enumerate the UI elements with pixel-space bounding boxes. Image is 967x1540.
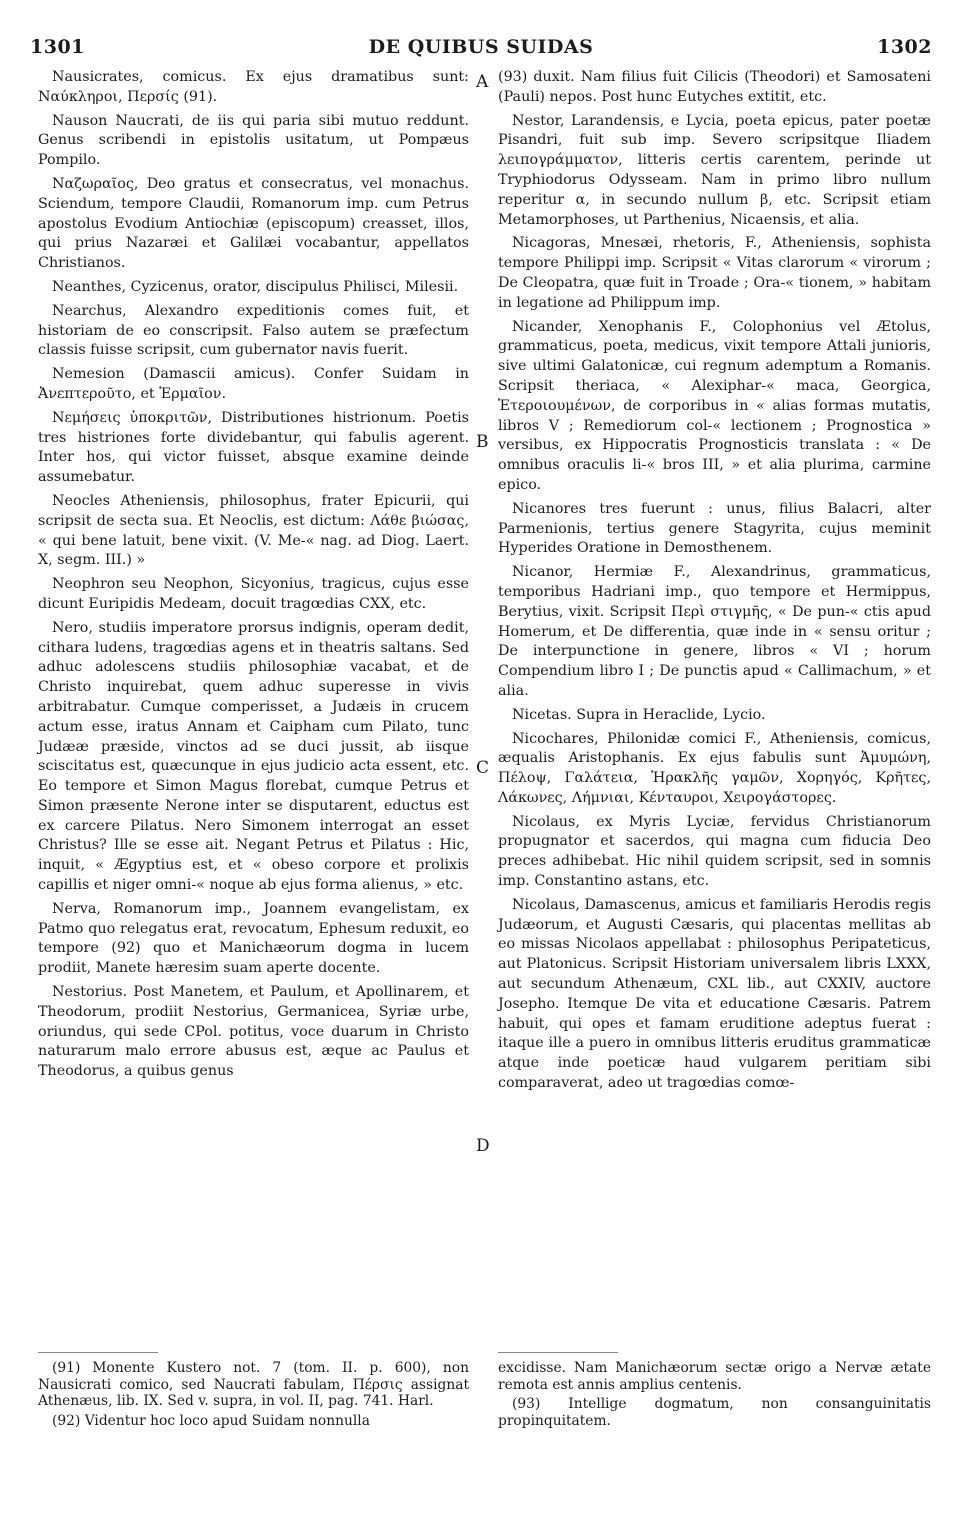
entry-paragraph: Nicetas. Supra in Heraclide, Lycio.: [512, 706, 766, 723]
footnote-divider-right: [498, 1352, 618, 1353]
section-marker-d: D: [476, 1136, 490, 1156]
footnote: (91) Monente Kustero not. 7 (tom. II. p. 600), non Nausicrati comico, sed Naucrati fabulam, Πέρσις assignat Athenæus, lib. IX. Sed v. supra, in vol. II, pag. 741. Harl.: [38, 1360, 469, 1409]
entry-paragraph: Nicander, Xenophanis F., Colophonius vel Ætolus, grammaticus, poeta, medicus, vixit tempore Attali junioris, sive ultimi Galatonicæ, cui regnum ademptum a Romanis. Scripsit theriaca, « Alexiphar-« maca, Georgica, Ἑτεροιουμένων, de corporibus in « alias formas mutatis, libros V ; Remediorum col-« lectionem ; Prognostica » versibus, ex Hippocratis Prognosticis translata : « De omnibus oraculis li-« bros III, » et alia plurima, carmine epico.: [498, 318, 931, 493]
page-number-left: 1301: [30, 36, 85, 58]
entry-paragraph: Nestorius. Post Manetem, et Paulum, et Apollinarem, et Theodorum, prodiit Nestorius, Germanicea, Syriæ urbe, oriundus, qui sede CPol. potitus, voce duarum in Christo naturarum malo errore abusus est, æque ac Paulus et Theodorus, a quibus genus: [38, 984, 469, 1080]
entry-paragraph: Nero, studiis imperatore prorsus indignis, operam dedit, cithara ludens, tragœdias agens et in theatris saltans. Sed adhuc adolescens studiis philosophiæ vacabat, et de Christo inquirebat, quem adhuc superesse in vivis arbitrabatur. Cumque comperisset, a Judæis in crucem actum esse, iratus Annam et Caipham cum Pilato, tunc Judææ præside, vinctos ad se duci jussit, ab iisque sciscitatus est, quæcunque in ejus judicio acta essent, etc. Eo tempore et Simon Magus florebat, cumque Petrus et Simon præsente Nerone inter se disputarent, eductus est ex carcere Pilatus. Nero Simonem interrogat an esset Christus? Ille se esse ait. Negant Petrus et Pilatus : Hic, inquit, « Ægyptius est, et « obeso corpore et prolixis capillis et niger omni-« noque ab ejus forma alienus, » etc.: [38, 619, 469, 894]
entry-paragraph: Nicochares, Philonidæ comici F., Atheniensis, comicus, æqualis Aristophanis. Ex ejus fabulis sunt Ἀμυμώνη, Πέλοψ, Γαλάτεια, Ἡρακλῆς γαμῶν, Χορηγός, Κρῆτες, Λάκωνες, Λήμνιαι, Κένταυροι, Χειρογάστορες.: [498, 730, 931, 806]
entry-paragraph: Nicolaus, Damascenus, amicus et familiaris Herodis regis Judæorum, et Augusti Cæsaris, qui placentas mellitas ab eo missas Nicolaos appellabat : philosophus Peripateticus, aut Platonicus. Scripsit Historiam universalem libris LXXX, aut secundum Athenæum, CXL lib., aut CXXIV, auctore Josepho. Itemque De vita et educatione Cæsaris. Patrem habuit, qui opes et famam eruditione adeptus fuerat : itaque ille a puero in omnibus litteris eruditus grammaticæ atque inde poeticæ haud vulgarem peritiam sibi comparaverat, adeo ut tragœdias comœ-: [498, 896, 931, 1092]
entry-paragraph: Nearchus, Alexandro expeditionis comes fuit, et historiam de eo conscripsit. Falso autem se præfectum classis fuisse scripsit, cum gubernator navis fuerit.: [38, 302, 469, 359]
entry-paragraph: Neocles Atheniensis, philosophus, frater Epicurii, qui scripsit de secta sua. Et Neoclis, est dictum: Λάθε βιώσας, « qui bene latuit, bene vixit. (V. Me-« nag. ad Diog. Laert. X, segm. III.) »: [38, 492, 469, 569]
entry-paragraph: Nauson Naucrati, de iis qui paria sibi mutuo reddunt. Genus scribendi in epistolis usitatum, ut Pompæus Pompilo.: [38, 112, 469, 169]
entry-paragraph: Νεμήσεις ὑποκριτῶν, Distributiones histrionum. Poetis tres histriones forte dividebantur, qui fabulis agerent. Inter hos, qui victor fuisset, absque examine deinde assumebatur.: [38, 409, 469, 486]
entry-paragraph: Nicolaus, ex Myris Lyciæ, fervidus Christianorum propugnator et sacerdos, qui magna cum fiducia Deo preces adhibebat. Hic nihil quidem scripsit, sed in somnis imp. Constantino astans, etc.: [498, 813, 931, 890]
footnote: (93) Intellige dogmatum, non consanguinitatis propinquitatem.: [498, 1396, 931, 1429]
footnotes-left: [38, 1360, 469, 1432]
footnotes-right: [498, 1360, 931, 1432]
entry-paragraph: Nicanores tres fuerunt : unus, filius Balacri, alter Parmenionis, tertius genere Stagyrita, cujus meminit Hyperides Oratione in Demosthenem.: [498, 500, 931, 557]
entry-paragraph: Nicagoras, Mnesæi, rhetoris, F., Atheniensis, sophista tempore Philippi imp. Scripsit « Vitas clarorum « virorum ; De Cleopatra, quæ fuit in Troade ; Ora-« tionem, » habitam in legatione ad Philippum imp.: [498, 235, 931, 311]
entry-paragraph: Nausicrates, comicus. Ex ejus dramatibus sunt: Ναύκληροι, Περσίς (91).: [38, 69, 469, 105]
right-column: [498, 68, 931, 1098]
entry-paragraph: Nestor, Larandensis, e Lycia, poeta epicus, pater poetæ Pisandri, fuit sub imp. Severo scripsitque Iliadem λειπογράμματον, litteris certis carentem, perinde ut Tryphiodorus Odysseam. Nam in primo libro nullum reperitur α, in secundo nullum β, etc. Scripsit etiam Metamorphoses, ut Parthenius, Nicaensis, et alia.: [498, 112, 931, 228]
footnote: (92) Videntur hoc loco apud Suidam nonnulla: [52, 1412, 370, 1429]
entry-paragraph: Nicanor, Hermiæ F., Alexandrinus, grammaticus, temporibus Hadriani imp., quo tempore et Hermippus, Berytius, vixit. Scripsit Περὶ στιγμῆς, « De pun-« ctis apud Homerum, et De differentia, quæ inde in « sensu oritur ; De interpunctione in genere, libros « VI ; horum Compendium libro I ; De punctis apud « Callimachum, » et alia.: [498, 564, 931, 699]
entry-paragraph: Ναζωραῖος, Deo gratus et consecratus, vel monachus. Sciendum, tempore Claudii, Romanorum imp. cum Petrus apostolus Evodium Antiochiæ (episcopum) creasset, illos, qui prius Nazaræi et Galilæi vocabantur, appellatos Christianos.: [38, 175, 469, 272]
entry-paragraph: Neanthes, Cyzicenus, orator, discipulus Philisci, Milesii.: [52, 278, 459, 295]
entry-paragraph: Nerva, Romanorum imp., Joannem evangelistam, ex Patmo quo relegatus erat, revocatum, Ephesum reduxit, eo tempore (92) quo et Manichæorum dogma in lucem prodiit, Manete hæresim suam aperte docente.: [38, 900, 469, 977]
footnote-divider-left: [38, 1352, 158, 1353]
entry-paragraph: (93) duxit. Nam filius fuit Cilicis (Theodori) et Samosateni (Pauli) nepos. Post hunc Eutyches extitit, etc.: [498, 69, 931, 105]
section-marker-c: C: [476, 758, 490, 778]
section-marker-b: B: [476, 432, 489, 452]
running-title: DE QUIBUS SUIDAS: [368, 36, 594, 58]
entry-paragraph: Nemesion (Damascii amicus). Confer Suidam in Ἀνεπτεροῦτο, et Ἑρμαῖον.: [38, 366, 469, 402]
entry-paragraph: Neophron seu Neophon, Sicyonius, tragicus, cujus esse dicunt Euripidis Medeam, docuit tragœdias CXX, etc.: [38, 576, 469, 612]
section-marker-a: A: [476, 72, 489, 92]
page-header: [30, 36, 932, 62]
left-column: [38, 68, 469, 1086]
page-number-right: 1302: [877, 36, 932, 58]
footnote: excidisse. Nam Manichæorum sectæ origo a Nervæ ætate remota est annis amplius centenis.: [498, 1360, 931, 1393]
